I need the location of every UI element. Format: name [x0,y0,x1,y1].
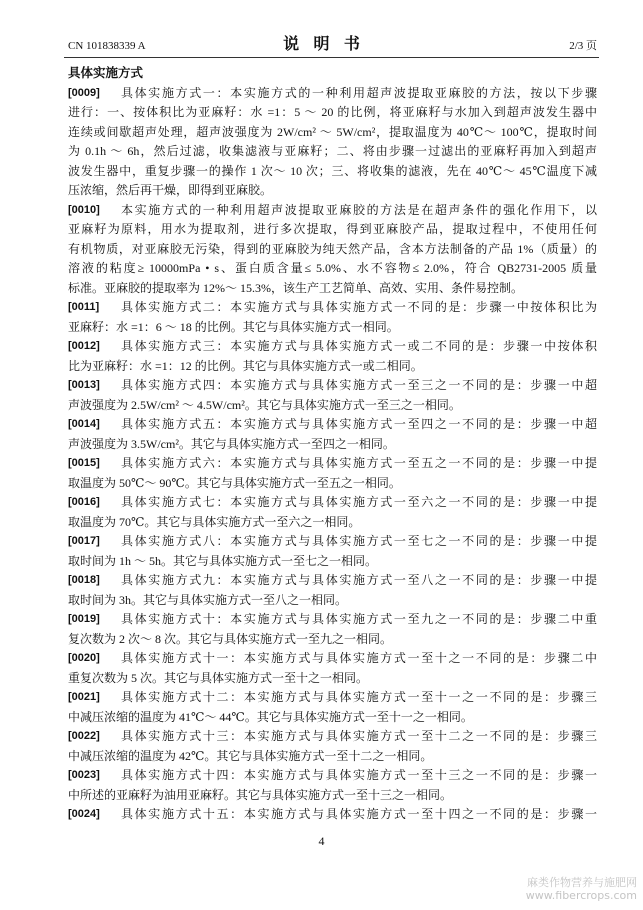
line-text: 压浓缩，然后再干燥，即得到亚麻胶。 [68,183,273,197]
header-rule [64,57,599,58]
line-text: 波发生器中，重复步骤一的操作 1 次～ 10 次；三、将收集的滤液，先在 40℃～ 45℃温度下减 [68,163,597,178]
watermark-url: www.fibercrops.com [525,889,637,902]
line-text: 有机物质，对亚麻胶无污染，得到的亚麻胶为纯天然产品，含本方法制备的产品 1%（质量）的 [68,241,597,256]
paragraph-first-line [68,201,597,221]
paragraph-number: [0023] [68,769,100,781]
watermark [526,876,637,902]
paragraph-first-line [68,610,597,630]
paragraph-0024 [68,805,597,825]
page-number: 4 [318,834,325,848]
line-text: 为 0.1h ～ 6h，然后过滤，收集滤液与亚麻籽；二、将由步骤一过滤出的亚麻籽再加入到超声 [68,144,597,158]
paragraph-0016 [68,493,597,532]
line-text: 具体实施方式四：本实施方式与具体实施方式一至三之一不同的是：步骤一中超 [121,378,597,392]
line-text: 本实施方式的一种利用超声波提取亚麻胶的方法是在超声条件的强化作用下，以 [121,202,597,217]
paragraph-0017 [68,532,597,571]
paragraph-number: [0010] [68,203,100,216]
line-text: 具体实施方式一：本实施方式的一种利用超声波提取亚麻胶的方法，按以下步骤 [121,85,597,100]
line-text: 标准。亚麻胶的提取率为 12%～ 15.3%，该生产工艺简单、高效、实用、条件易控制。 [68,280,523,295]
paragraph-first-line [68,766,597,786]
paragraph-0021 [68,688,597,727]
line-text: 具体实施方式七：本实施方式与具体实施方式一至六之一不同的是：步骤一中提 [121,495,597,509]
paragraph-number: [0020] [68,652,100,664]
line-text: 声波强度为 3.5W/cm²。其它与具体实施方式一至四之一相同。 [68,436,395,451]
line-text: 具体实施方式十三：本实施方式与具体实施方式一至十二之一不同的是：步骤三 [121,729,597,743]
paragraph-number: [0013] [68,379,100,391]
line-text: 具体实施方式三：本实施方式与具体实施方式一或二不同的是：步骤一中按体积 [121,339,597,353]
document-number: CN 101838339 A [68,40,146,52]
paragraph-number: [0014] [68,418,100,430]
line-text: 亚麻籽为原料，用水为提取剂，进行多次提取，得到亚麻胶产品，提取过程中，不使用任何 [68,222,597,236]
line-text: 声波强度为 2.5W/cm² ～ 4.5W/cm²。其它与具体实施方式一至三之一相同。 [68,397,461,412]
paragraph-0010 [68,201,597,299]
paragraph-first-line [68,337,597,357]
paragraph-number: [0011] [68,301,100,313]
line-text: 具体实施方式十二：本实施方式与具体实施方式一至十一之一不同的是：步骤三 [121,690,597,704]
paragraph-number: [0021] [68,691,100,703]
line-text: 具体实施方式二：本实施方式与具体实施方式一不同的是：步骤一中按体积比为 [121,300,597,314]
line-text: 溶液的粘度≥ 10000mPa • s、蛋白质含量≤ 5.0%、水不容物≤ 2.0%，符合 QB2731-2005 质量 [68,261,597,275]
paragraph-first-line [68,415,597,435]
line-text: 取时间为 3h。其它与具体实施方式一至八之一相同。 [68,592,348,607]
paragraph-number: [0018] [68,574,100,586]
line-text: 取温度为 50℃～ 90℃。其它与具体实施方式一至五之一相同。 [68,475,401,490]
paragraph-first-line [68,376,597,396]
line-text: 具体实施方式八：本实施方式与具体实施方式一至七之一不同的是：步骤一中提 [121,534,597,548]
line-text: 具体实施方式九：本实施方式与具体实施方式一至八之一不同的是：步骤一中提 [121,573,597,587]
paragraph-0019 [68,610,597,649]
line-text: 重复次数为 5 次。其它与具体实施方式一至十之一相同。 [68,670,369,685]
paragraph-first-line [68,84,597,104]
line-text: 具体实施方式十一：本实施方式与具体实施方式一至十之一不同的是：步骤二中 [121,651,597,665]
paragraph-0009 [68,84,597,201]
paragraph-first-line [68,298,597,318]
paragraph-first-line [68,727,597,747]
paragraph-number: [0022] [68,730,100,742]
page-ratio: 2/3 页 [569,40,597,52]
paragraph-first-line [68,493,597,513]
paragraph-0011 [68,298,597,337]
paragraph-number: [0015] [68,457,100,469]
paragraph-0013 [68,376,597,415]
paragraph-first-line [68,805,597,825]
line-text: 具体实施方式十五：本实施方式与具体实施方式一至十四之一不同的是：步骤一 [121,807,597,821]
paragraph-number: [0012] [68,340,100,352]
line-text: 复次数为 2 次～ 8 次。其它与具体实施方式一至九之一相同。 [68,631,393,646]
paragraph-first-line [68,532,597,552]
paragraph-0022 [68,727,597,766]
line-text: 亚麻籽：水 =1：6 ～ 18 的比例。其它与具体实施方式一相同。 [68,319,399,334]
line-text: 中所述的亚麻籽为油用亚麻籽。其它与具体实施方式一至十三之一相同。 [68,787,453,802]
document-title: 说明书 [283,36,375,53]
paragraph-first-line [68,688,597,708]
watermark-site-name: 麻类作物营养与施肥网 [527,876,637,889]
line-text: 进行：一、按体积比为亚麻籽：水 =1：5 ～ 20 的比例，将亚麻籽与水加入到超声波发生器中 [68,105,597,119]
line-text: 具体实施方式五：本实施方式与具体实施方式一至四之一不同的是：步骤一中超 [121,417,597,431]
section-heading: 具体实施方式 [68,66,144,80]
document-body [68,64,597,825]
paragraph-number: [0017] [68,535,100,547]
line-text: 比为亚麻籽：水 =1：12 的比例。其它与具体实施方式一或二相同。 [68,358,423,373]
line-text: 取时间为 1h ～ 5h。其它与具体实施方式一至七之一相同。 [68,553,378,568]
paragraph-0014 [68,415,597,454]
line-text: 中减压浓缩的温度为 42℃。其它与具体实施方式一至十二之一相同。 [68,748,433,763]
paragraph-number: [0024] [68,808,100,820]
paragraph-0012 [68,337,597,376]
line-text: 具体实施方式十四：本实施方式与具体实施方式一至十三之一不同的是：步骤一 [121,768,597,782]
paragraph-number: [0009] [68,86,100,99]
line-text: 具体实施方式六：本实施方式与具体实施方式一至五之一不同的是：步骤一中提 [121,456,597,470]
paragraph-number: [0016] [68,496,100,508]
line-text: 连续或间歇超声处理，超声波强度为 2W/cm² ～ 5W/cm²，提取温度为 40℃～ 100℃，提取时间 [68,124,597,139]
paragraph-0015 [68,454,597,493]
paragraph-first-line [68,571,597,591]
paragraph-first-line [68,454,597,474]
paragraph-0018 [68,571,597,610]
paragraph-first-line [68,649,597,669]
paragraph-number: [0019] [68,613,100,625]
paragraph-0023 [68,766,597,805]
line-text: 具体实施方式十：本实施方式与具体实施方式一至九之一不同的是：步骤二中重 [121,612,597,626]
paragraph-0020 [68,649,597,688]
line-text: 取温度为 70℃。其它与具体实施方式一至六之一相同。 [68,514,361,529]
line-text: 中减压浓缩的温度为 41℃～ 44℃。其它与具体实施方式一至十一之一相同。 [68,709,473,724]
